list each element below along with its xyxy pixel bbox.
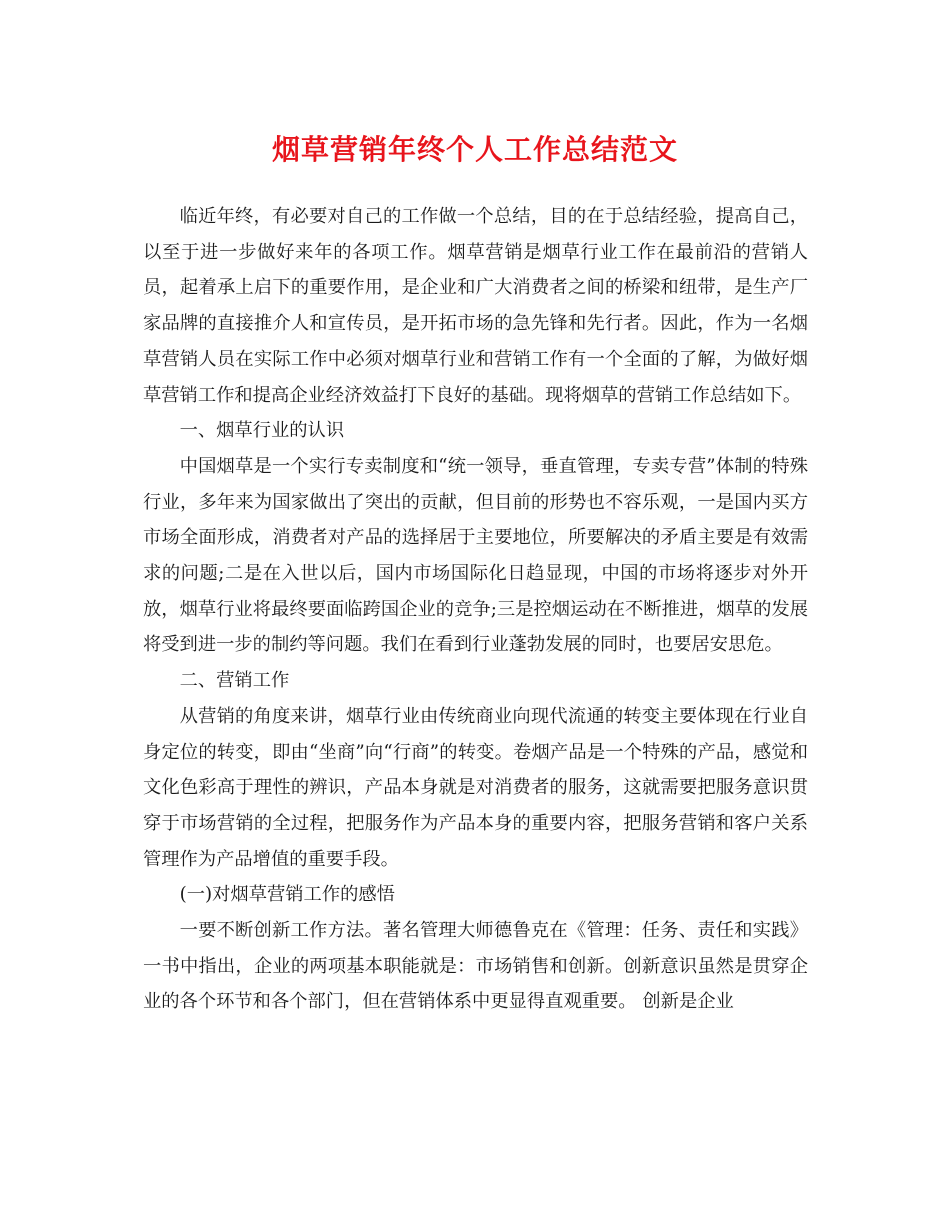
- document-body: [143, 199, 808, 1020]
- paragraph-intro: 临近年终，有必要对自己的工作做一个总结，目的在于总结经验，提高自己，以至于进一步做好来年的各项工作。烟草营销是烟草行业工作在最前沿的营销人员，起着承上启下的重要作用，是企业和广大消费者之间的桥梁和纽带，是生产厂家品牌的直接推介人和宣传员，是开拓市场的急先锋和先行者。因此，作为一名烟草营销人员在实际工作中必须对烟草行业和营销工作有一个全面的了解，为做好烟草营销工作和提高企业经济效益打下良好的基础。现将烟草的营销工作总结如下。: [143, 206, 808, 406]
- section-heading-1: 一、烟草行业的认识: [179, 420, 345, 442]
- paragraph-marketing: 从营销的角度来讲，烟草行业由传统商业向现代流通的转变主要体现在行业自身定位的转变，即由“坐商”向“行商”的转变。卷烟产品是一个特殊的产品，感觉和文化色彩高于理性的辨识，产品本身就是对消费者的服务，这就需要把服务意识贯穿于市场营销的全过程，把服务作为产品本身的重要内容，把服务营销和客户关系管理作为产品增值的重要手段。: [143, 705, 808, 870]
- document-title: 烟草营销年终个人工作总结范文: [271, 133, 678, 166]
- paragraph-innovation: 一要不断创新工作方法。著名管理大师德鲁克在《管理：任务、责任和实践》一书中指出，企业的两项基本职能就是：市场销售和创新。创新意识虽然是贯穿企业的各个环节和各个部门，但在营销体系中更显得直观重要。 创新是企业: [143, 920, 808, 1013]
- section-heading-2: 二、营销工作: [179, 670, 290, 692]
- paragraph-industry: 中国烟草是一个实行专卖制度和“统一领导，垂直管理，专卖专营”体制的特殊行业，多年来为国家做出了突出的贡献，但目前的形势也不容乐观，一是国内买方市场全面形成，消费者对产品的选择居于主要地位，所要解决的矛盾主要是有效需求的问题;二是在入世以后，国内市场国际化日趋显现，中国的市场将逐步对外开放，烟草行业将最终要面临跨国企业的竞争;三是控烟运动在不断推进，烟草的发展将受到进一步的制约等问题。我们在看到行业蓬勃发展的同时，也要居安思危。: [143, 455, 808, 656]
- subsection-heading-1: (一)对烟草营销工作的感悟: [179, 884, 395, 906]
